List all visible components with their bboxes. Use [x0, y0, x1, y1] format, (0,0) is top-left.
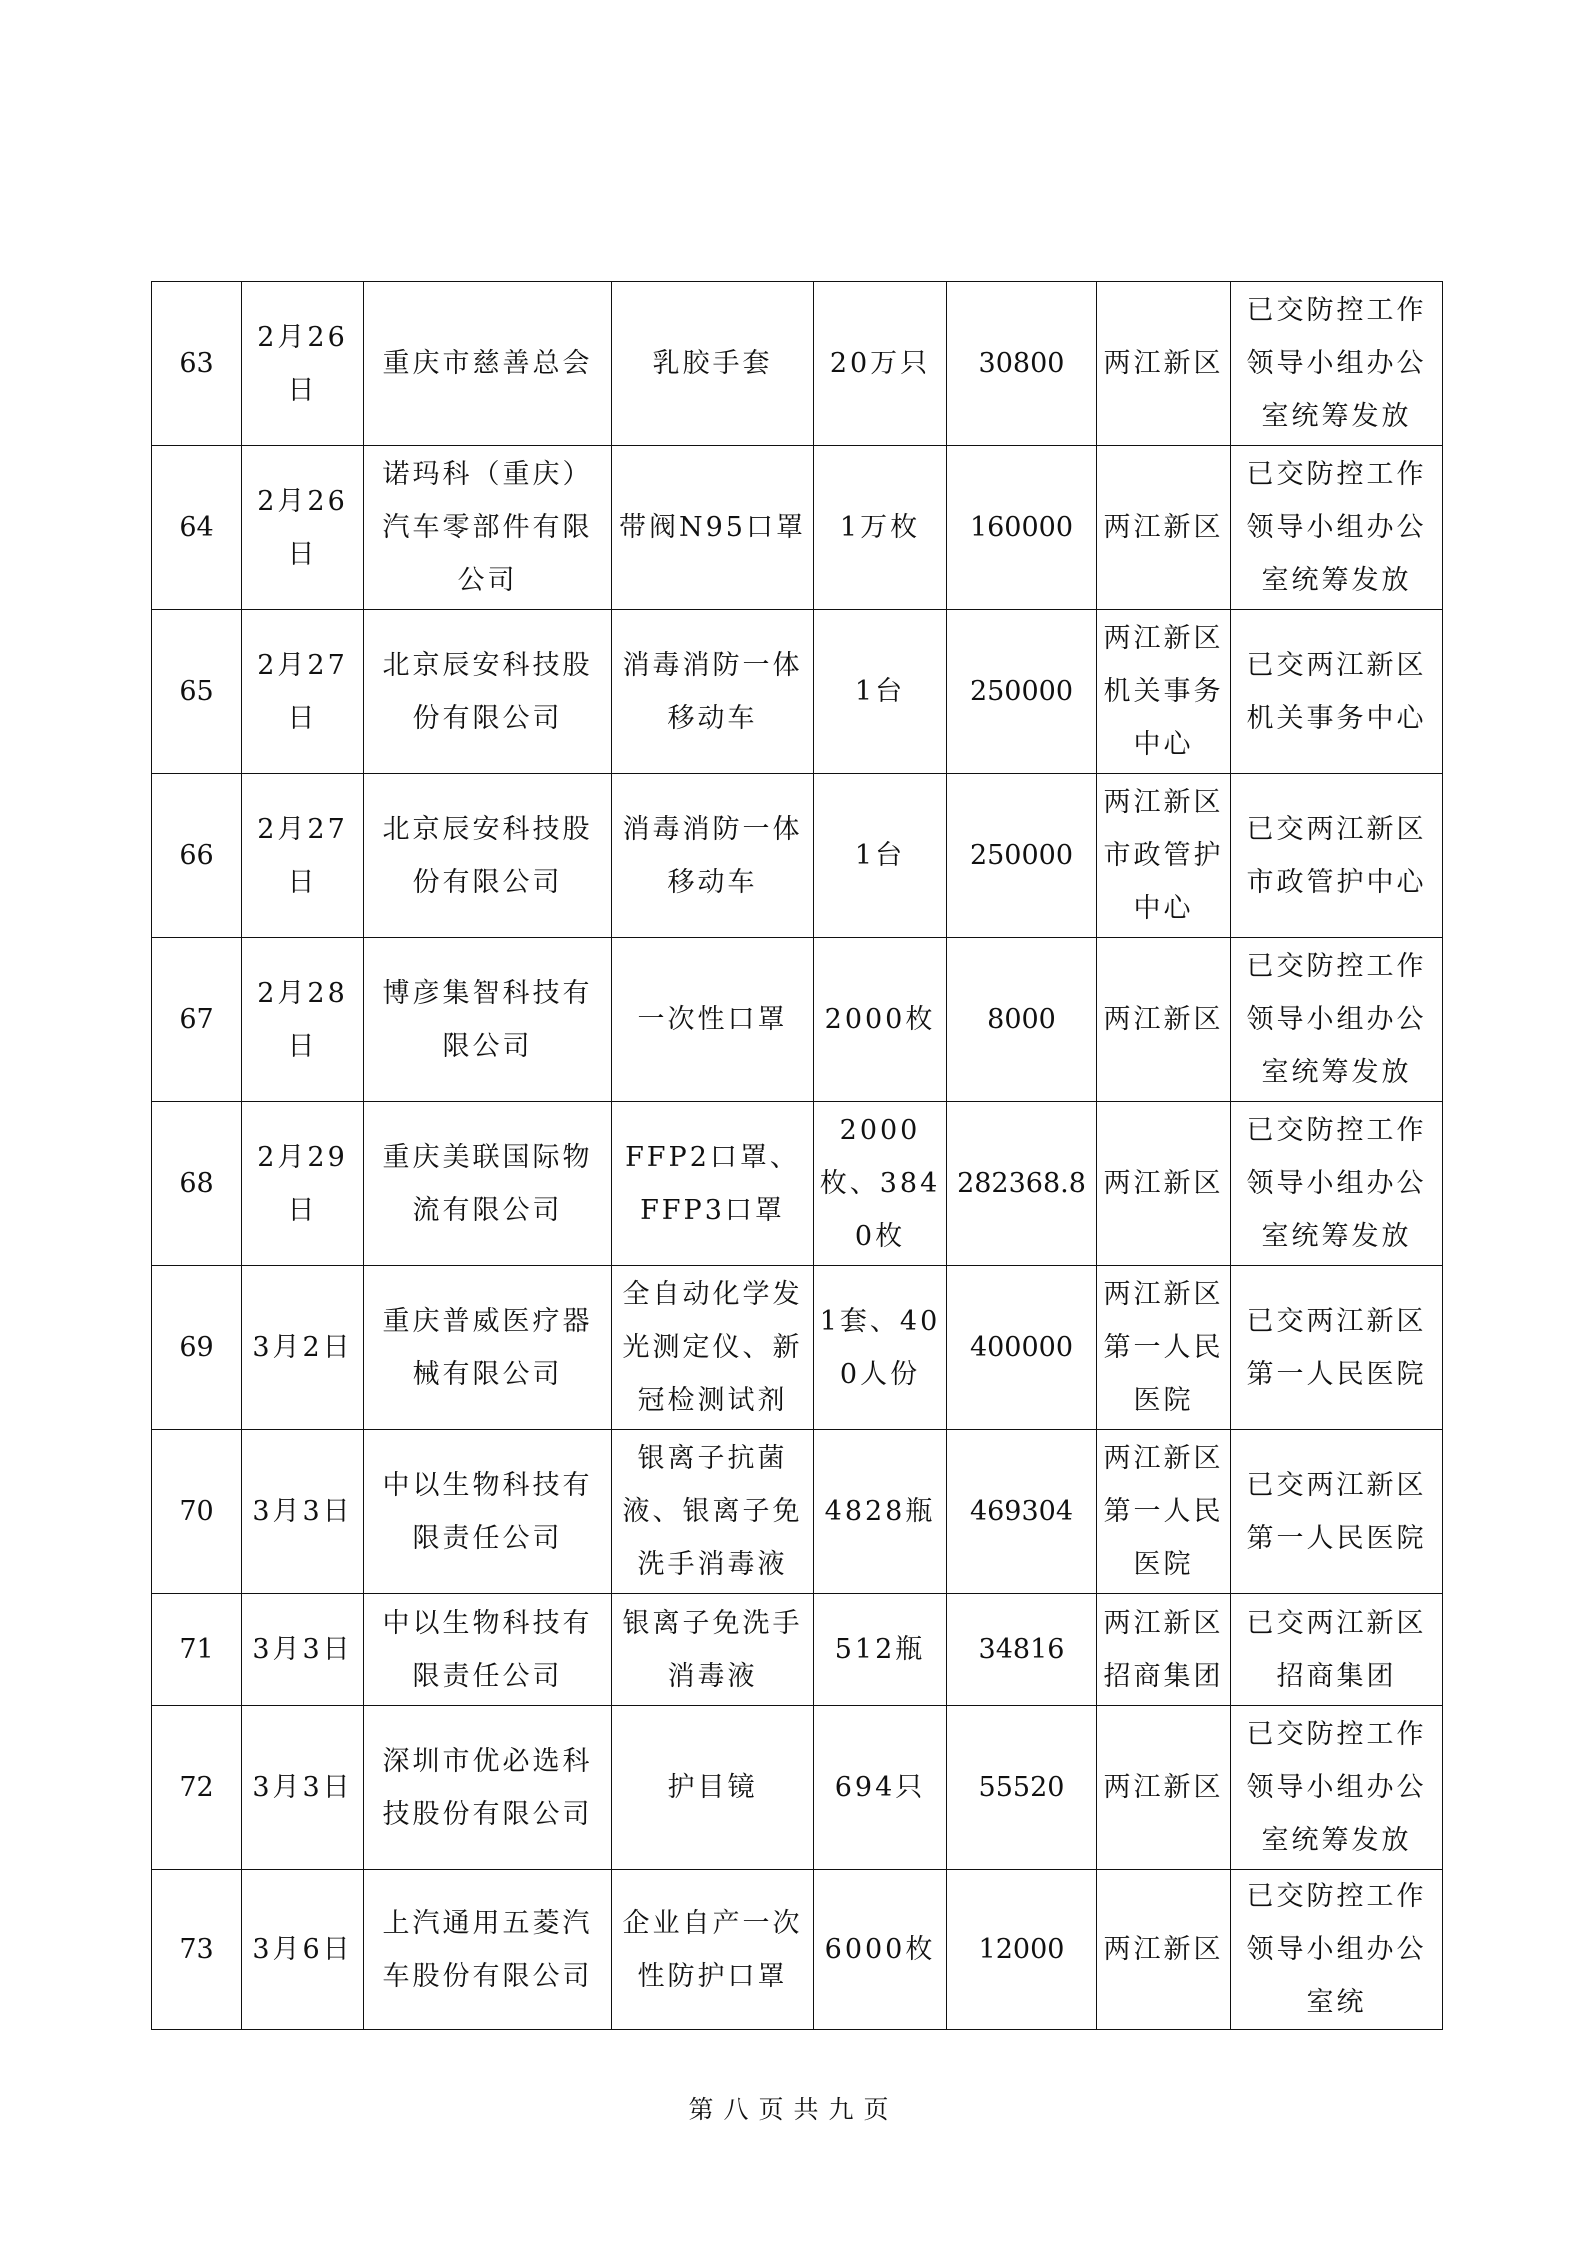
row-number: 65	[152, 610, 242, 774]
distribution-status: 已交防控工作领导小组办公室统筹发放	[1231, 446, 1443, 610]
donation-date: 2月27日	[242, 774, 364, 938]
value-amount: 8000	[947, 938, 1097, 1102]
value-amount: 469304	[947, 1430, 1097, 1594]
quantity: 2000枚	[814, 938, 947, 1102]
donor-name: 重庆市慈善总会	[364, 282, 612, 446]
value-amount: 34816	[947, 1594, 1097, 1706]
donated-item: 银离子抗菌液、银离子免洗手消毒液	[612, 1430, 814, 1594]
quantity: 1台	[814, 610, 947, 774]
table-row	[152, 610, 1443, 774]
quantity: 1台	[814, 774, 947, 938]
quantity: 694只	[814, 1706, 947, 1870]
recipient: 两江新区第一人民医院	[1097, 1266, 1231, 1430]
donor-name: 中以生物科技有限责任公司	[364, 1594, 612, 1706]
recipient: 两江新区	[1097, 1870, 1231, 2030]
distribution-status: 已交防控工作领导小组办公室统筹发放	[1231, 1706, 1443, 1870]
donation-date: 3月3日	[242, 1430, 364, 1594]
donation-date: 3月3日	[242, 1706, 364, 1870]
table-row	[152, 1266, 1443, 1430]
donor-name: 北京辰安科技股份有限公司	[364, 610, 612, 774]
row-number: 70	[152, 1430, 242, 1594]
donor-name: 诺玛科（重庆）汽车零部件有限公司	[364, 446, 612, 610]
table-row	[152, 1594, 1443, 1706]
donor-name: 深圳市优必选科技股份有限公司	[364, 1706, 612, 1870]
value-amount: 30800	[947, 282, 1097, 446]
distribution-status: 已交两江新区第一人民医院	[1231, 1266, 1443, 1430]
donor-name: 重庆普威医疗器械有限公司	[364, 1266, 612, 1430]
donation-date: 3月6日	[242, 1870, 364, 2030]
quantity: 4828瓶	[814, 1430, 947, 1594]
quantity: 6000枚	[814, 1870, 947, 2030]
row-number: 63	[152, 282, 242, 446]
recipient: 两江新区招商集团	[1097, 1594, 1231, 1706]
distribution-status: 已交两江新区市政管护中心	[1231, 774, 1443, 938]
table-row	[152, 1430, 1443, 1594]
row-number: 64	[152, 446, 242, 610]
donor-name: 上汽通用五菱汽车股份有限公司	[364, 1870, 612, 2030]
table-row	[152, 774, 1443, 938]
page-number-footer: 第八页共九页	[688, 2095, 899, 2124]
donation-date: 2月26日	[242, 282, 364, 446]
value-amount: 400000	[947, 1266, 1097, 1430]
donor-name: 博彦集智科技有限公司	[364, 938, 612, 1102]
row-number: 66	[152, 774, 242, 938]
donation-date: 3月2日	[242, 1266, 364, 1430]
quantity: 1万枚	[814, 446, 947, 610]
recipient: 两江新区机关事务中心	[1097, 610, 1231, 774]
donated-item: 企业自产一次性防护口罩	[612, 1870, 814, 2030]
row-number: 71	[152, 1594, 242, 1706]
table-row	[152, 1102, 1443, 1266]
distribution-status: 已交两江新区招商集团	[1231, 1594, 1443, 1706]
donated-item: 消毒消防一体移动车	[612, 610, 814, 774]
donated-item: 乳胶手套	[612, 282, 814, 446]
row-number: 69	[152, 1266, 242, 1430]
recipient: 两江新区市政管护中心	[1097, 774, 1231, 938]
row-number: 73	[152, 1870, 242, 2030]
donation-date: 2月27日	[242, 610, 364, 774]
donated-item: FFP2口罩、FFP3口罩	[612, 1102, 814, 1266]
donation-date: 3月3日	[242, 1594, 364, 1706]
distribution-status: 已交两江新区第一人民医院	[1231, 1430, 1443, 1594]
donor-name: 重庆美联国际物流有限公司	[364, 1102, 612, 1266]
donated-item: 一次性口罩	[612, 938, 814, 1102]
recipient: 两江新区	[1097, 1706, 1231, 1870]
donated-item: 全自动化学发光测定仪、新冠检测试剂	[612, 1266, 814, 1430]
donor-name: 北京辰安科技股份有限公司	[364, 774, 612, 938]
value-amount: 160000	[947, 446, 1097, 610]
donation-table	[151, 281, 1443, 2030]
donated-item: 银离子免洗手消毒液	[612, 1594, 814, 1706]
quantity: 2000枚、3840枚	[814, 1102, 947, 1266]
table-row	[152, 446, 1443, 610]
row-number: 68	[152, 1102, 242, 1266]
recipient: 两江新区	[1097, 1102, 1231, 1266]
value-amount: 250000	[947, 610, 1097, 774]
value-amount: 55520	[947, 1706, 1097, 1870]
donated-item: 护目镜	[612, 1706, 814, 1870]
distribution-status: 已交两江新区机关事务中心	[1231, 610, 1443, 774]
donated-item: 带阀N95口罩	[612, 446, 814, 610]
table-row	[152, 1870, 1443, 2030]
donation-date: 2月28日	[242, 938, 364, 1102]
donation-table-body	[152, 282, 1443, 2030]
quantity: 512瓶	[814, 1594, 947, 1706]
table-row	[152, 938, 1443, 1102]
donation-date: 2月29日	[242, 1102, 364, 1266]
value-amount: 282368.8	[947, 1102, 1097, 1266]
recipient: 两江新区	[1097, 938, 1231, 1102]
quantity: 1套、400人份	[814, 1266, 947, 1430]
donation-date: 2月26日	[242, 446, 364, 610]
recipient: 两江新区第一人民医院	[1097, 1430, 1231, 1594]
distribution-status: 已交防控工作领导小组办公室统筹发放	[1231, 282, 1443, 446]
distribution-status: 已交防控工作领导小组办公室统	[1231, 1870, 1443, 2030]
quantity: 20万只	[814, 282, 947, 446]
row-number: 67	[152, 938, 242, 1102]
value-amount: 250000	[947, 774, 1097, 938]
donated-item: 消毒消防一体移动车	[612, 774, 814, 938]
value-amount: 12000	[947, 1870, 1097, 2030]
distribution-status: 已交防控工作领导小组办公室统筹发放	[1231, 1102, 1443, 1266]
distribution-status: 已交防控工作领导小组办公室统筹发放	[1231, 938, 1443, 1102]
row-number: 72	[152, 1706, 242, 1870]
donor-name: 中以生物科技有限责任公司	[364, 1430, 612, 1594]
table-row	[152, 1706, 1443, 1870]
recipient: 两江新区	[1097, 282, 1231, 446]
table-row	[152, 282, 1443, 446]
recipient: 两江新区	[1097, 446, 1231, 610]
